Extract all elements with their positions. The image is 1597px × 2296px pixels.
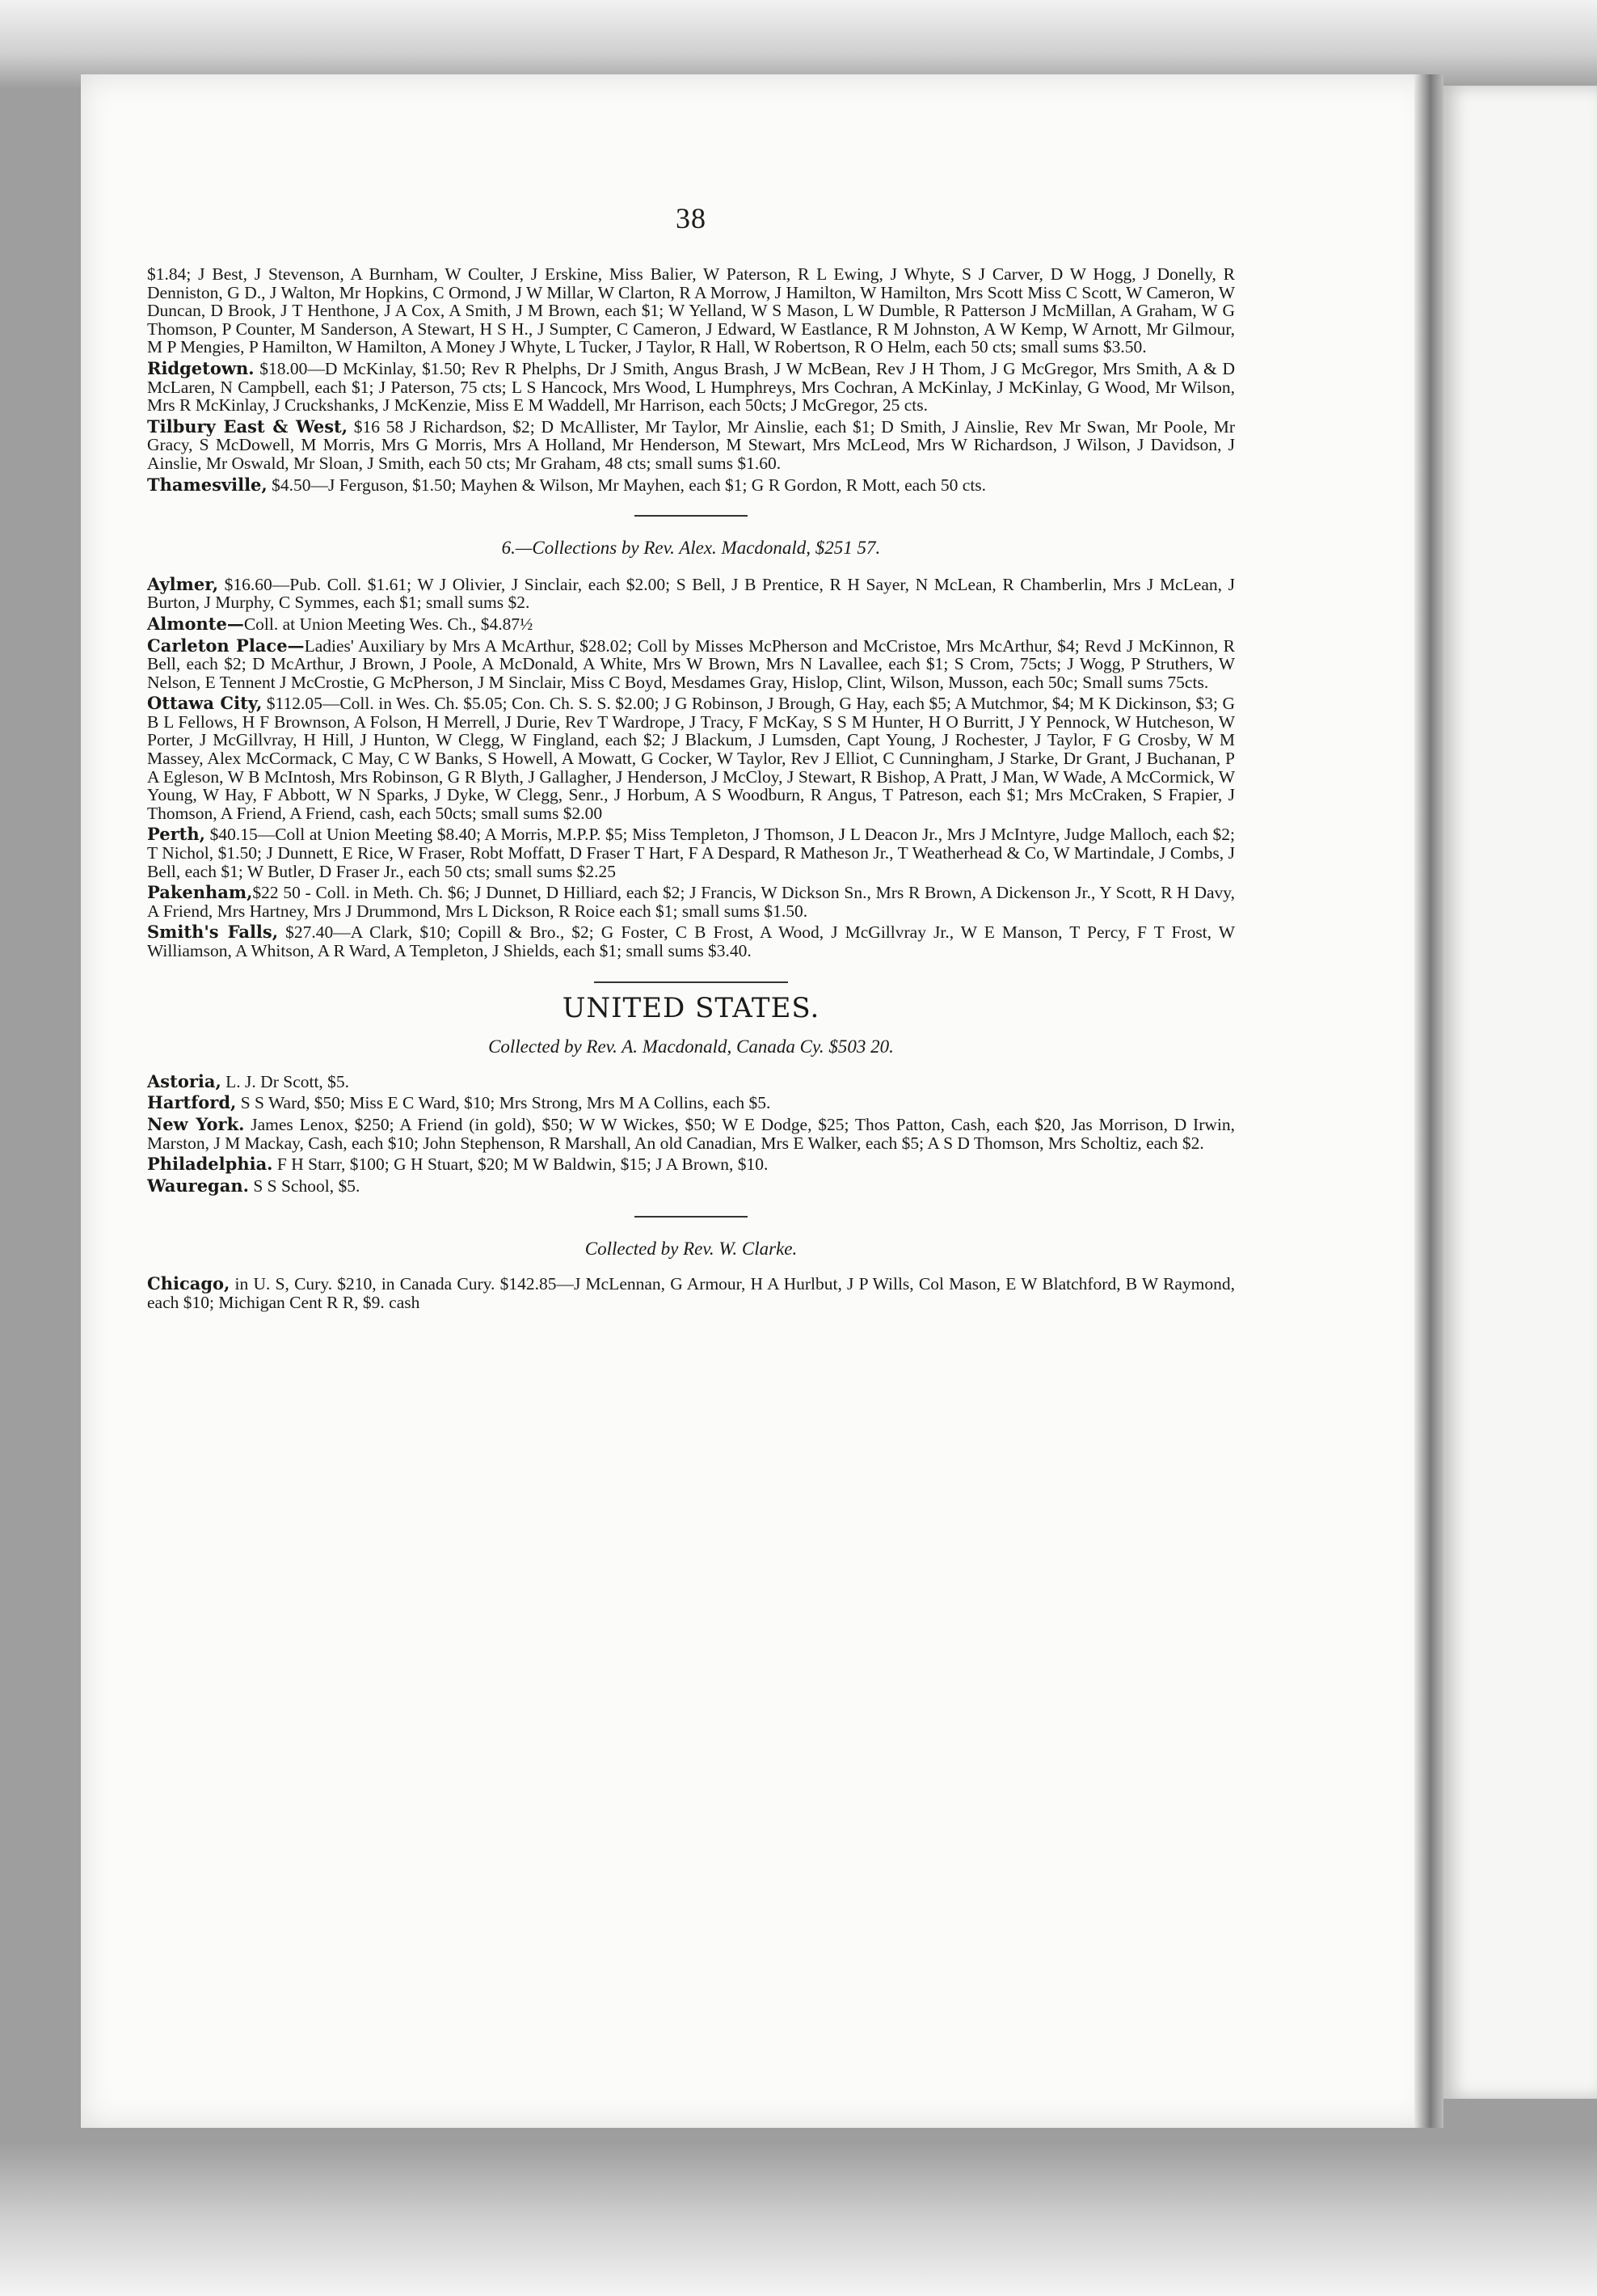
entry-text: Ladies' Auxiliary by Mrs A McArthur, $28.02; Coll by Misses McPherson and McCristoe, Mrs McArthur, $4; Revd J McKinnon, R Bell, each $2; D McArthur, J Brown, J Poole, A McDonald, A White, Mrs W Brown, Mrs N Lavallee, each $1; S Crom, 75cts; J Wogg, P Struthers, W Nelson, E Tennent J McCrostie, G McPherson, J M Sinclair, Miss C Boyd, Mesdames Gray, Hislop, Clint, Wilson, Musson, each 50c; Small sums 75cts.	[147, 635, 1235, 692]
list-item	[147, 357, 1235, 416]
scan-background-bottom	[0, 2142, 1597, 2296]
entry-text: $16 58 J Richardson, $2; D McAllister, Mr Taylor, Mr Ainslie, each $1; D Smith, J Ainslie, Rev Mr Swan, Mr Poole, Mr Gracy, S McDowell, M Morris, Mrs G Morris, Mrs A Holland, Mr Henderson, M Stewart, Mrs McLeod, Mrs W Richardson, J Wilson, J Davidson, J Ainslie, Mr Oswald, Mr Sloan, J Smith, each 50 cts; Mr Graham, 48 cts; small sums $1.60.	[147, 416, 1235, 473]
page-number: 38	[676, 202, 706, 234]
entry-place: Hartford,	[147, 1092, 237, 1113]
list-item	[147, 637, 1235, 692]
list-item	[147, 1113, 1235, 1153]
entry-place: Aylmer,	[147, 573, 219, 594]
entry-place: Ottawa City,	[147, 693, 263, 714]
entry-text: Coll. at Union Meeting Wes. Ch., $4.87½	[243, 614, 533, 634]
entry-place: Chicago,	[147, 1273, 230, 1294]
entry-place: Tilbury East & West,	[147, 416, 348, 437]
entry-text: F H Starr, $100; G H Stuart, $20; M W Baldwin, $15; J A Brown, $10.	[272, 1154, 769, 1175]
section-1-entries	[147, 357, 1235, 495]
entry-place: Carleton Place—	[147, 635, 305, 656]
entry-text: James Lenox, $250; A Friend (in gold), $50; W W Wickes, $50; W E Dodge, $25; Thos Patton, Cash, each $20, Jas Morrison, D Irwin, Marston, J M Mackay, Cash, each $10; John Stephenson, R Marshall, An old Canadian, Mrs E Walker, each $5; A S D Thomson, Mrs Scholtiz, each $2.	[147, 1114, 1235, 1153]
list-item	[147, 1094, 1235, 1112]
entry-text: S S Ward, $50; Miss E C Ward, $10; Mrs Strong, Mrs M A Collins, each $5.	[236, 1093, 771, 1113]
entry-text: $112.05—Coll. in Wes. Ch. $5.05; Con. Ch. S. S. $2.00; J G Robinson, J Brough, G Hay, each $5; A Mutchmor, $4; M K Dickinson, $3; G B L Fellows, H F Brownson, A Folson, H Merrell, J Durie, Rev T Wardrope, J Tracy, F McKay, S S M Hunter, H O Burritt, J Y Pennock, W Hutcheson, W Porter, J McGillvray, H Hill, J Hunton, W Clegg, W Fingland, each $2; J Blackum, J Lumsden, Capt Young, J Rochester, J Taylor, F G Crosby, W M Massey, Alex McCormack, C May, C W Banks, S Howell, A Mowatt, G Cocker, W Taylor, Rev J Elliot, C Cunningham, J Starke, Dr Grant, J Buchanan, P A Egleson, W B McIntosh, Mrs Robinson, G R Blyth, J Gallagher, J Henderson, J McCloy, J Stewart, R Bishop, A Pratt, J Man, W Wade, A McCormick, W Young, W Hay, F Abbott, W N Sparks, J Dyke, W Clegg, Senr., J Horbum, A S Woodburn, R Angus, T Patreson, each $1; Mrs McCraken, S Frapier, J Thomson, A Friend, A Friend, cash, each 50cts; small sums $2.00	[147, 694, 1235, 823]
collector-heading: Collected by Rev. W. Clarke.	[584, 1239, 798, 1260]
entry-place: Pakenham,	[147, 882, 253, 903]
list-item	[147, 825, 1235, 880]
country-heading: UNITED STATES.	[562, 991, 820, 1024]
entry-text: $18.00—D McKinlay, $1.50; Rev R Phelphs, Dr J Smith, Angus Brash, J W McBean, Rev J H Thom, J G McGregor, Mrs Smith, A & D McLaren, N Campbell, each $1; J Paterson, 75 cts; L S Hancock, Mrs Wood, L Humphreys, Mrs Cochran, A McKinlay, J McKinlay, G Wood, Mr Wilson, Mrs R McKinlay, J Cruckshanks, J McKenzie, Miss E M Waddell, Mr Harrison, each 50cts; J McGregor, 25 cts.	[147, 358, 1235, 416]
list-item	[147, 923, 1235, 960]
us-entries-2	[147, 1275, 1235, 1311]
facing-page-edge	[1443, 86, 1597, 2099]
section-divider	[634, 515, 748, 517]
list-item	[147, 694, 1235, 822]
entry-text: $27.40—A Clark, $10; Copill & Bro., $2; G Foster, C B Frost, A Wood, J McGillvray Jr., W E Manson, T Percy, F T Frost, W Williamson, A Whitson, A R Ward, A Templeton, J Shields, each $1; small sums $3.40.	[147, 922, 1235, 960]
list-item	[147, 1275, 1235, 1311]
entry-place: Thamesville,	[147, 474, 268, 495]
entry-text: $40.15—Coll at Union Meeting $8.40; A Morris, M.P.P. $5; Miss Templeton, J Thomson, J L Deacon Jr., Mrs J McIntyre, Judge Malloch, each $2; T Nichol, $1.50; J Dunnett, E Rice, W Fraser, Robt Moffatt, D Fraser T Hart, F A Despard, R Matheson Jr., T Weatherhead & Co, W Martindale, J Combs, J Bell, each $1; W Butler, D Fraser Jr., each 50 cts; small sums $2.25	[147, 825, 1235, 881]
list-item	[147, 418, 1235, 473]
section-divider	[634, 1216, 748, 1218]
entry-place: Almonte—	[147, 613, 244, 634]
section-heading: 6.—Collections by Rev. Alex. Macdonald, $251 57.	[501, 538, 881, 559]
continued-entry: $1.84; J Best, J Stevenson, A Burnham, W Coulter, J Erskine, Miss Balier, W Paterson, R L Ewing, J Whyte, S J Carver, D W Hogg, J Donelly, R Denniston, G D., J Walton, Mr Hopkins, C Ormond, J W Millar, W Clarton, R A Morrow, J Hamilton, W Hamilton, Mrs Scott Miss C Scott, W Cameron, W Duncan, D Brook, J T Henthone, J A Cox, A Smith, J M Brown, each $1; W Yelland, W S Mason, L W Dumble, R Patterson J McMillan, A Graham, W G Thomson, P Counter, M Sanderson, A Stewart, H S H., J Sumpter, C Cameron, J Edward, W Eastlance, R M Johnston, A W Kemp, W Arnott, Mr Gilmour, M P Mengies, P Hamilton, W Hamilton, A Money J Whyte, L Tucker, J Taylor, R Hall, W Robertson, R O Helm, each 50 cts; small sums $3.50.	[147, 264, 1235, 357]
list-item	[147, 476, 1235, 495]
entry-text: in U. S, Cury. $210, in Canada Cury. $142.85—J McLennan, G Armour, H A Hurlbut, J P Wills, Col Mason, E W Blatchford, B W Raymond, each $10; Michigan Cent R R, $9. cash	[147, 1273, 1235, 1312]
entry-place: Smith's Falls,	[147, 922, 279, 943]
entry-text: $16.60—Pub. Coll. $1.61; W J Olivier, J Sinclair, each $2.00; S Bell, J B Prentice, R H Sayer, N McLean, R Chamberlin, Mrs J McLean, J Burton, J Murphy, C Symmes, each $1; small sums $2.	[147, 574, 1235, 613]
book-gutter	[1414, 74, 1443, 2128]
us-entries-1	[147, 1070, 1235, 1196]
entry-text: $4.50—J Ferguson, $1.50; Mayhen & Wilson, Mr Mayhen, each $1; G R Gordon, R Mott, each 50 cts.	[267, 475, 987, 495]
entry-place: Wauregan.	[147, 1175, 249, 1196]
entry-text: L. J. Dr Scott, $5.	[221, 1071, 350, 1091]
list-item	[147, 615, 1235, 634]
entry-text: S S School, $5.	[248, 1175, 360, 1196]
entry-place: New York.	[147, 1113, 245, 1134]
list-item	[147, 573, 1235, 613]
entry-place: Ridgetown.	[147, 357, 255, 378]
section-2-entries	[147, 573, 1235, 960]
list-item	[147, 1070, 1235, 1091]
collector-heading: Collected by Rev. A. Macdonald, Canada Cy. $503 20.	[488, 1036, 894, 1057]
section-divider	[594, 981, 788, 983]
page-content	[147, 162, 1235, 1315]
entry-place: Philadelphia.	[147, 1154, 273, 1175]
entry-text: $22 50 - Coll. in Meth. Ch. $6; J Dunnet, D Hilliard, each $2; J Francis, W Dickson Sn., Mrs R Brown, A Dickenson Jr., Y Scott, R H Davy, A Friend, Mrs Hartney, Mrs J Drummond, Mrs L Dickson, R Roice each $1; small sums $1.50.	[147, 883, 1235, 921]
list-item	[147, 1177, 1235, 1196]
entry-place: Astoria,	[147, 1070, 221, 1091]
list-item	[147, 884, 1235, 920]
list-item	[147, 1155, 1235, 1174]
entry-place: Perth,	[147, 824, 205, 845]
